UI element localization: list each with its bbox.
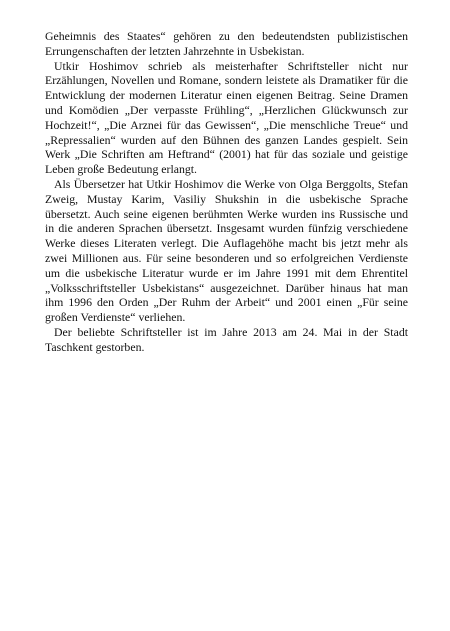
paragraph-translator: Als Übersetzer hat Utkir Hoshimov die Werke von Olga Berggolts, Stefan Zweig, Mustay Karim, Vasiliy Shukshin in die usbekische Sprache übersetzt. Auch seine eigenen berühmten Werke wurden ins Russische und in die anderen Sprachen übersetzt. Insgesamt wurden fünfzig verschiedene Werke dieses Literaten verlegt. Die Auflagehöhe macht bis jetzt mehr als zwei Millionen aus. Für seine besonderen und so erfolgreichen Verdienste um die usbekische Literatur wurde er im Jahre 1991 mit dem Ehrentitel „Volksschriftsteller Usbekistans“ ausgezeichnet. Darüber hinaus hat man ihm 1996 den Orden „Der Ruhm der Arbeit“ und 2001 einen „Für seine großen Verdienste“ verliehen. [45, 176, 408, 325]
paragraph-death: Der beliebte Schriftsteller ist im Jahre 2013 am 24. Mai in der Stadt Taschkent gestorben. [45, 324, 408, 354]
paragraph-dramatist: Utkir Hoshimov schrieb als meisterhafter Schriftsteller nicht nur Erzählungen, Novellen und Romane, sondern leistete als Dramatiker für die Entwicklung der modernen Literatur einen eigenen Beitrag. Seine Dramen und Komödien „Der verpasste Frühling“, „Herzlichen Glückwunsch zur Hochzeit!“, „Die Arznei für das Gewissen“, „Die menschliche Treue“ und „Repressalien“ wurden auf den Bühnen des ganzen Landes gespielt. Sein Werk „Die Schriften am Heftrand“ (2001) hat für das soziale und geistige Leben große Bedeutung erlangt. [45, 58, 408, 177]
paragraph-intro: Geheimnis des Staates“ gehören zu den bedeutendsten publizistischen Errungenschaften der letzten Jahrzehnte in Usbekistan. [45, 29, 408, 58]
document-page [45, 29, 408, 355]
